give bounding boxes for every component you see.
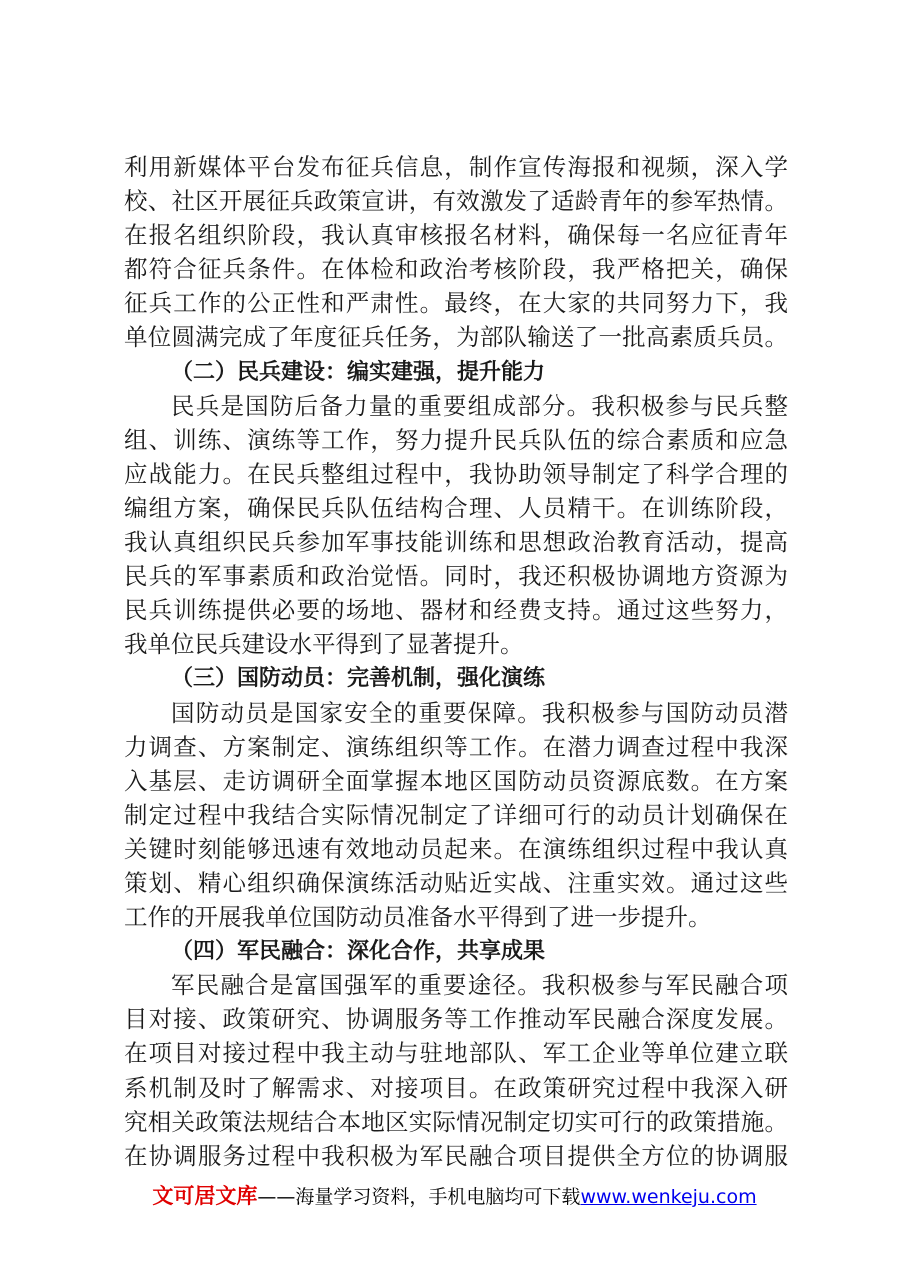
paragraph-line: 都符合征兵条件。在体检和政治考核阶段，我严格把关，确保	[124, 255, 788, 284]
section-heading: （二）民兵建设：编实建强，提升能力	[171, 358, 546, 385]
footer-tagline: ——海量学习资料，手机电脑均可下载	[257, 1186, 581, 1208]
paragraph-line: 策划、精心组织确保演练活动贴近实战、注重实效。通过这些	[124, 868, 788, 897]
paragraph-line: 国防动员是国家安全的重要保障。我积极参与国防动员潜	[171, 698, 788, 727]
paragraph-line: 究相关政策法规结合本地区实际情况制定切实可行的政策措施。	[124, 1107, 788, 1136]
paragraph-line: 组、训练、演练等工作，努力提升民兵队伍的综合素质和应急	[124, 425, 788, 454]
paragraph-line: 民兵训练提供必要的场地、器材和经费支持。通过这些努力，	[124, 596, 788, 625]
footer-link[interactable]: www.wenkeju.com	[580, 1186, 757, 1208]
paragraph-line: 在协调服务过程中我积极为军民融合项目提供全方位的协调服	[124, 1141, 788, 1170]
document-body	[124, 150, 788, 1173]
footer-brand: 文可居文库	[152, 1184, 258, 1208]
section-heading: （三）国防动员：完善机制，强化演练	[171, 665, 546, 692]
paragraph-line: 军民融合是富国强军的重要途径。我积极参与军民融合项	[171, 971, 788, 1000]
paragraph-line: 在报名组织阶段，我认真审核报名材料，确保每一名应征青年	[124, 221, 788, 250]
paragraph-line: 校、社区开展征兵政策宣讲，有效激发了适龄青年的参军热情。	[124, 187, 788, 216]
paragraph-line: 民兵是国防后备力量的重要组成部分。我积极参与民兵整	[171, 391, 788, 420]
paragraph-line: 民兵的军事素质和政治觉悟。同时，我还积极协调地方资源为	[124, 562, 788, 591]
paragraph-line: 工作的开展我单位国防动员准备水平得到了进一步提升。	[124, 903, 712, 932]
paragraph-line: 在项目对接过程中我主动与驻地部队、军工企业等单位建立联	[124, 1039, 788, 1068]
paragraph-line: 应战能力。在民兵整组过程中，我协助领导制定了科学合理的	[124, 459, 788, 488]
paragraph-line: 单位圆满完成了年度征兵任务，为部队输送了一批高素质兵员。	[124, 323, 788, 352]
paragraph-line: 制定过程中我结合实际情况制定了详细可行的动员计划确保在	[124, 800, 788, 829]
paragraph-line: 编组方案，确保民兵队伍结构合理、人员精干。在训练阶段，	[124, 493, 788, 522]
section-heading: （四）军民融合：深化合作，共享成果	[171, 938, 546, 965]
paragraph-line: 入基层、走访调研全面掌握本地区国防动员资源底数。在方案	[124, 766, 788, 795]
paragraph-line: 关键时刻能够迅速有效地动员起来。在演练组织过程中我认真	[124, 834, 788, 863]
paragraph-line: 力调查、方案制定、演练组织等工作。在潜力调查过程中我深	[124, 732, 788, 761]
page-footer	[0, 1180, 909, 1210]
paragraph-line: 利用新媒体平台发布征兵信息，制作宣传海报和视频，深入学	[124, 153, 788, 181]
paragraph-line: 目对接、政策研究、协调服务等工作推动军民融合深度发展。	[124, 1005, 788, 1034]
paragraph-line: 我认真组织民兵参加军事技能训练和思想政治教育活动，提高	[124, 528, 788, 557]
paragraph-line: 我单位民兵建设水平得到了显著提升。	[124, 630, 524, 659]
paragraph-line: 征兵工作的公正性和严肃性。最终，在大家的共同努力下，我	[124, 289, 788, 318]
paragraph-line: 系机制及时了解需求、对接项目。在政策研究过程中我深入研	[124, 1073, 788, 1102]
